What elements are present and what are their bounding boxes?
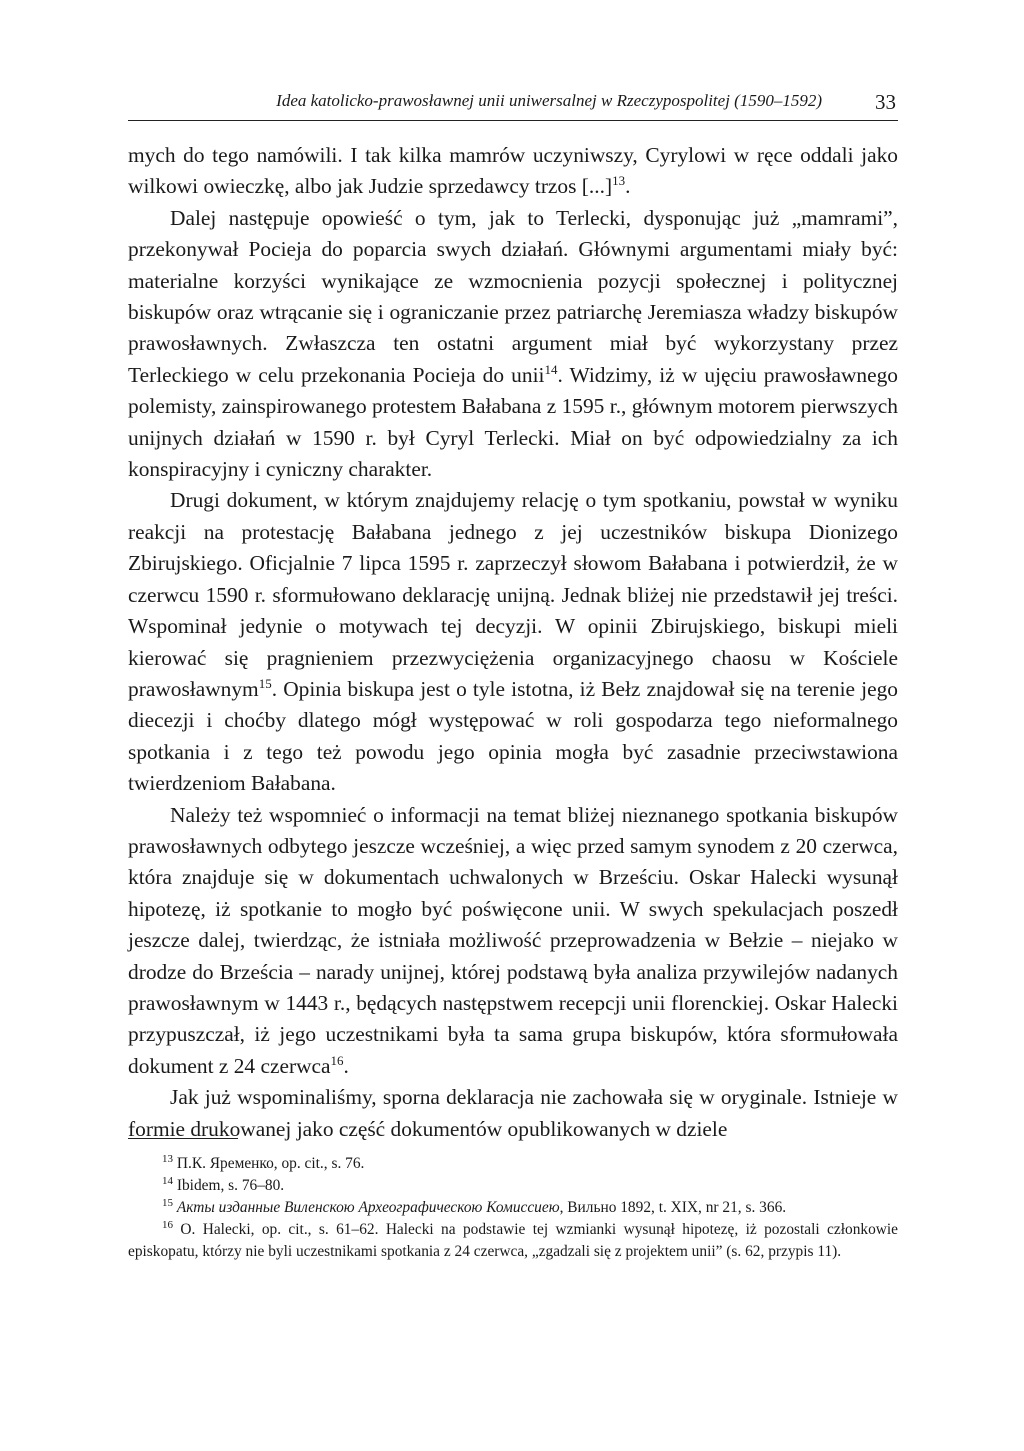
- paragraph-4-text: Należy też wspomnieć o informacji na temat bliżej nieznanego spotkania biskupów prawosławnych odbytego jeszcze wcześniej, a więc przed samym synodem z 20 czerwca, która znajduje się w dokumentach uchwalonych w Brześciu. Oskar Halecki wysunął hipotezę, iż spotkanie to mogło być poświęcone unii. W swych spekulacjach poszedł jeszcze dalej, twierdząc, że istniała możliwość przeprowadzenia w Bełzie – niejako w drodze do Brześcia – narady unijnej, której podstawą była analiza przywilejów nadanych prawosławnym w 1443 r., będących następstwem recepcji unii florenckiej. Oskar Halecki przypuszczał, iż jego uczestnikami była ta sama grupa biskupów, która sformułowała dokument z 24 czerwca: [128, 802, 898, 1078]
- footnote-14: [128, 1175, 898, 1197]
- footnote-ref-16[interactable]: 16: [330, 1052, 344, 1068]
- paragraph-5: [128, 1082, 898, 1145]
- paragraph-5-text: Jak już wspominaliśmy, sporna deklaracja nie zachowała się w oryginale. Istnieje w formie drukowanej jako część dokumentów opublikowanych w dziele: [128, 1085, 898, 1141]
- footnote-text: П.К. Яременко, op. cit., s. 76.: [176, 1155, 365, 1172]
- main-text: [128, 140, 898, 1145]
- footnote-number: 16: [162, 1218, 173, 1231]
- footnote-text: O. Halecki, op. cit., s. 61–62. Halecki na podstawie tej wzmianki wysunął hipotezę, iż pozostali członkowie episkopatu, którzy nie byli uczestnikami spotkania z 24 czerwca, „zgadzali się z projektem unii” (s. 62, przypis 11).: [128, 1221, 898, 1260]
- footnote-16: [128, 1219, 898, 1263]
- paragraph-3-text: Drugi dokument, w którym znajdujemy relację o tym spotkaniu, powstał w wyniku reakcji na protestację Bałabana jednego z jej uczestników biskupa Dionizego Zbirujskiego. Oficjalnie 7 lipca 1595 r. zaprzeczył słowom Bałabana i potwierdził, że w czerwcu 1590 r. sformułowano deklarację unijną. Jednak bliżej nie przedstawił jej treści. Wspominał jedynie o motywach tej decyzji. W opinii Zbirujskiego, biskupi mieli kierować się pragnieniem przezwyciężenia organizacyjnego chaosu w Kościele prawosławnym: [128, 488, 898, 701]
- running-title: Idea katolicko-prawosławnej unii uniwersalnej w Rzeczypospolitej (1590–1592): [276, 91, 822, 110]
- paragraph-2-end: . Widzimy, iż w ujęciu prawosławnego polemisty, zainspirowanego protestem Bałabana z 1595 r., głównym motorem pierwszych unijnych działań w 1590 r. był Cyryl Terlecki. Miał on być odpowiedzialny za ich konspiracyjny i cyniczny charakter.: [128, 362, 898, 482]
- footnote-ref-13[interactable]: 13: [612, 173, 626, 189]
- footnote-ref-15[interactable]: 15: [258, 675, 272, 691]
- footnote-number: 15: [162, 1196, 173, 1209]
- paragraph-1: [128, 140, 898, 203]
- paragraph-4: [128, 800, 898, 1083]
- footnote-text: , Вильно 1892, t. XIX, nr 21, s. 366.: [559, 1199, 787, 1216]
- paragraph-2-text: Dalej następuje opowieść o tym, jak to Terlecki, dysponując już „mamrami”, przekonywał Pocieja do poparcia swych działań. Głównymi argumentami miały być: materialne korzyści wynikające ze wzmocnienia pozycji społecznej i politycznej biskupów oraz wtrącanie się i ograniczanie przez patriarchę Jeremiasza władzy biskupów prawosławnych. Zwłaszcza ten ostatni argument miał być wykorzystany przez Terleckiego w celu przekonania Pocieja do unii: [128, 205, 898, 387]
- paragraph-4-end: .: [343, 1053, 349, 1078]
- paragraph-1-end: .: [625, 174, 631, 199]
- paragraph-3: [128, 485, 898, 799]
- paragraph-1-text: mych do tego namówili. I tak kilka mamrów uczyniwszy, Cyrylowi w ręce oddali jako wilkowi owieczkę, albo jak Judzie sprzedawcy trzos [...]: [128, 143, 898, 199]
- footnote-number: 13: [162, 1152, 173, 1165]
- paragraph-2: [128, 203, 898, 486]
- footnote-ref-14[interactable]: 14: [544, 361, 558, 377]
- footnote-cited-title: Акты изданные Виленскою Археографическою Комиссиею: [176, 1199, 560, 1216]
- paragraph-3-end: . Opinia biskupa jest o tyle istotna, iż Bełz znajdował się na terenie jego diecezji i choćby dlatego mógł występować w roli gospodarza tego nieformalnego spotkania i z tego też powodu jego opinia mogła być zasadnie przeciwstawiona twierdzeniom Bałabana.: [128, 676, 898, 796]
- page-number: 33: [875, 90, 896, 114]
- footnote-13: [128, 1153, 898, 1175]
- running-header: [128, 90, 898, 121]
- footnote-15: [128, 1197, 898, 1219]
- footnote-text: Ibidem, s. 76–80.: [176, 1177, 285, 1194]
- footnotes: [128, 1153, 898, 1263]
- footnote-number: 14: [162, 1174, 173, 1187]
- footnote-separator: [128, 1138, 238, 1139]
